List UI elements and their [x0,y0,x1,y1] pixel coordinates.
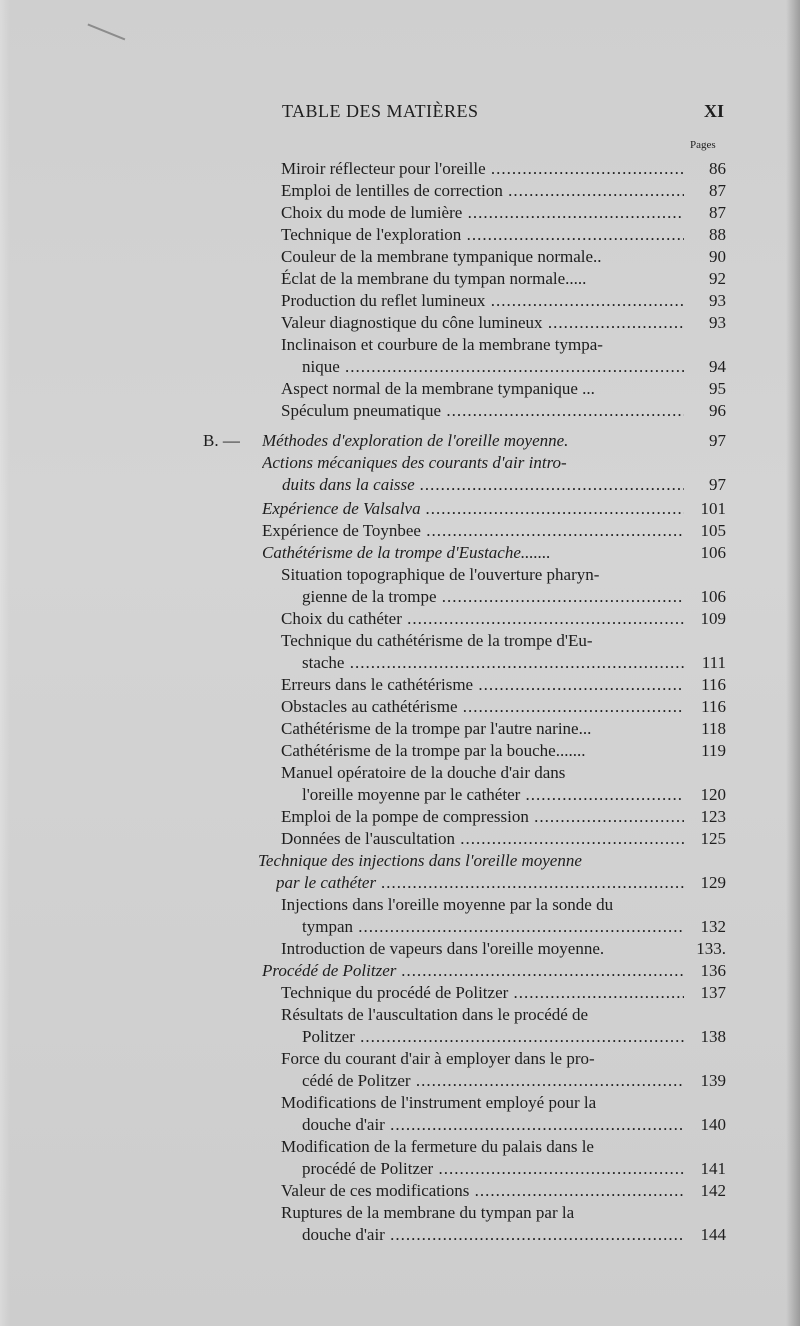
toc-entry-text: Force du courant d'air à employer dans le pro- [281,1049,595,1068]
toc-page-number: 136 [700,961,726,980]
toc-page-number: 133. [696,939,726,958]
toc-entry [281,982,684,1004]
toc-entry [281,718,684,740]
toc-entry [281,828,684,850]
toc-entry [262,430,684,452]
toc-entry-text: Aspect normal de la membrane tympanique ... [281,379,595,398]
toc-entry-text: Résultats de l'auscultation dans le procédé de [281,1005,589,1024]
toc-entry-text: Manuel opératoire de la douche d'air dans [281,763,566,782]
toc-page-number: 96 [709,401,726,420]
toc-entry-text: Production du reflet lumineux ..... [281,291,684,310]
toc-entry-text: cédé de Politzer ..... [302,1071,684,1090]
toc-entry [302,1158,684,1180]
toc-entry [281,762,684,784]
toc-page-number: 87 [709,203,726,222]
toc-entry [281,564,684,586]
running-header-title: TABLE DES MATIÈRES [282,101,479,121]
toc-entry [302,916,684,938]
toc-page-number: 106 [700,587,726,606]
toc-entry-text: Politzer ..... [302,1027,684,1046]
toc-entry-text: Spéculum pneumatique ..... [281,401,684,420]
running-header-page-number: XI [704,101,725,121]
toc-page-number: 94 [709,357,726,376]
toc-entry-text: duits dans la caisse ..... [282,475,684,494]
toc-entry [281,1180,684,1202]
toc-page-number: 119 [701,741,726,760]
toc-entry [281,180,684,202]
toc-entry [281,894,684,916]
toc-entry-text: Emploi de lentilles de correction ..... [281,181,684,200]
toc-page-number: 139 [700,1071,726,1090]
toc-page-number: 141 [700,1159,726,1178]
toc-entry [302,586,684,608]
toc-entry [281,740,684,762]
toc-entry-text: Modifications de l'instrument employé pour la [281,1093,597,1112]
toc-page-number: 87 [709,181,726,200]
toc-page-number: 142 [700,1181,726,1200]
pages-column-label: Pages [690,139,716,151]
toc-entry-text: gienne de la trompe ..... [302,587,684,606]
toc-entry-text: Technique du procédé de Politzer ..... [281,983,684,1002]
toc-entry-text: stache ..... [302,653,684,672]
toc-entry [281,224,684,246]
toc-entry [302,1026,684,1048]
toc-entry [302,784,684,806]
toc-page-number: 116 [701,675,726,694]
toc-entry-text: Éclat de la membrane du tympan normale..... [281,269,587,288]
pencil-mark [87,0,136,40]
toc-page-number: 137 [700,983,726,1002]
toc-entry-text: Choix du cathéter ..... [281,609,684,628]
toc-entry [281,1092,684,1114]
toc-entry-text: Ruptures de la membrane du tympan par la [281,1203,575,1222]
toc-page-number: 109 [700,609,726,628]
toc-entry [281,696,684,718]
toc-entry [262,960,684,982]
toc-entry [281,400,684,422]
toc-entry-text: Situation topographique de l'ouverture pharyn- [281,565,600,584]
toc-entry [281,608,684,630]
toc-entry [281,202,684,224]
toc-entry [281,1004,684,1026]
toc-entry-text: Miroir réflecteur pour l'oreille ..... [281,159,684,178]
toc-entry [281,1136,684,1158]
toc-page-number: 95 [709,379,726,398]
toc-entry-text: Erreurs dans le cathétérisme ..... [281,675,684,694]
toc-entry [281,246,684,268]
toc-entry [262,498,684,520]
toc-entry [281,378,684,400]
toc-entry-text: Couleur de la membrane tympanique normale.. [281,247,602,266]
toc-page-number: 93 [709,291,726,310]
toc-entry [281,674,684,696]
toc-page-number: 129 [700,873,726,892]
toc-entry-text: Inclinaison et courbure de la membrane tympa- [281,335,603,354]
toc-page-number: 90 [709,247,726,266]
toc-entry-text: Actions mécaniques des courants d'air intro- [262,453,567,472]
toc-entry-text: douche d'air ..... [302,1225,684,1244]
toc-page-number: 86 [709,159,726,178]
toc-entry [302,1114,684,1136]
toc-page-number: 116 [701,697,726,716]
toc-page-number: 106 [700,543,726,562]
toc-entry-text: Choix du mode de lumière ..... [281,203,684,222]
toc-entry-text: par le cathéter ..... [276,873,684,892]
toc-page-number: 132 [700,917,726,936]
toc-page-number: 144 [700,1225,726,1244]
toc-entry [262,452,684,474]
toc-entry [281,290,684,312]
toc-page-number: 118 [701,719,726,738]
toc-entry [262,520,684,542]
toc-entry-text: Méthodes d'exploration de l'oreille moyenne. [262,431,569,450]
toc-entry-text: Technique du cathétérisme de la trompe d'Eu- [281,631,593,650]
toc-page-number: 93 [709,313,726,332]
toc-entry-text: Introduction de vapeurs dans l'oreille moyenne. [281,939,605,958]
toc-page-number: 105 [700,521,726,540]
toc-entry-text: Obstacles au cathétérisme ..... [281,697,684,716]
toc-page-number: 138 [700,1027,726,1046]
toc-entry-text: nique ..... [302,357,684,376]
toc-entry [281,158,684,180]
toc-entry-text: Injections dans l'oreille moyenne par la sonde du [281,895,614,914]
toc-entry [262,542,684,564]
toc-page-number: 125 [700,829,726,848]
toc-entry-text: Expérience de Toynbee ..... [262,521,684,540]
toc-entry-text: Emploi de la pompe de compression ..... [281,807,684,826]
toc-entry [281,1048,684,1070]
toc-page-number: 92 [709,269,726,288]
toc-entry [281,268,684,290]
toc-page-number: 97 [709,431,726,450]
toc-entry-text: Technique des injections dans l'oreille moyenne [258,851,582,870]
toc-page-number: 111 [701,653,726,672]
toc-page-number: 88 [709,225,726,244]
toc-entry [281,806,684,828]
toc-entry [281,1202,684,1224]
toc-entry-text: procédé de Politzer ..... [302,1159,684,1178]
toc-entry-text: Cathétérisme de la trompe par la bouche....... [281,741,586,760]
toc-entry-text: Modification de la fermeture du palais dans le [281,1137,594,1156]
toc-entry [302,1224,684,1246]
toc-entry-text: Valeur diagnostique du cône lumineux ..... [281,313,684,332]
toc-entry [302,652,684,674]
toc-entry [281,938,684,960]
toc-page-number: 123 [700,807,726,826]
toc-entry-text: Procédé de Politzer ..... [262,961,684,980]
toc-entry [302,356,684,378]
page-right-edge-shadow [786,0,800,1326]
toc-page-number: 101 [700,499,726,518]
toc-entry-text: douche d'air ..... [302,1115,684,1134]
toc-entry-text: Valeur de ces modifications ..... [281,1181,684,1200]
toc-entry-text: Cathétérisme de la trompe par l'autre narine... [281,719,592,738]
page-left-edge [0,0,10,1326]
toc-entry-text: Données de l'auscultation ..... [281,829,684,848]
toc-entry [282,474,684,496]
toc-entry-text: Technique de l'exploration ..... [281,225,684,244]
toc-page-number: 97 [709,475,726,494]
toc-entry [302,1070,684,1092]
toc-entry-text: Expérience de Valsalva ..... [262,499,684,518]
toc-entry [281,630,684,652]
toc-entry-text: tympan ..... [302,917,684,936]
toc-entry [276,872,684,894]
toc-entry [281,334,684,356]
toc-page-number: 120 [700,785,726,804]
toc-entry [281,312,684,334]
toc-entry-text: Cathétérisme de la trompe d'Eustache....... [262,543,551,562]
toc-entry-text: l'oreille moyenne par le cathéter ..... [302,785,684,804]
toc-entry [258,850,684,872]
section-letter: B. — [203,431,240,450]
toc-page-number: 140 [700,1115,726,1134]
